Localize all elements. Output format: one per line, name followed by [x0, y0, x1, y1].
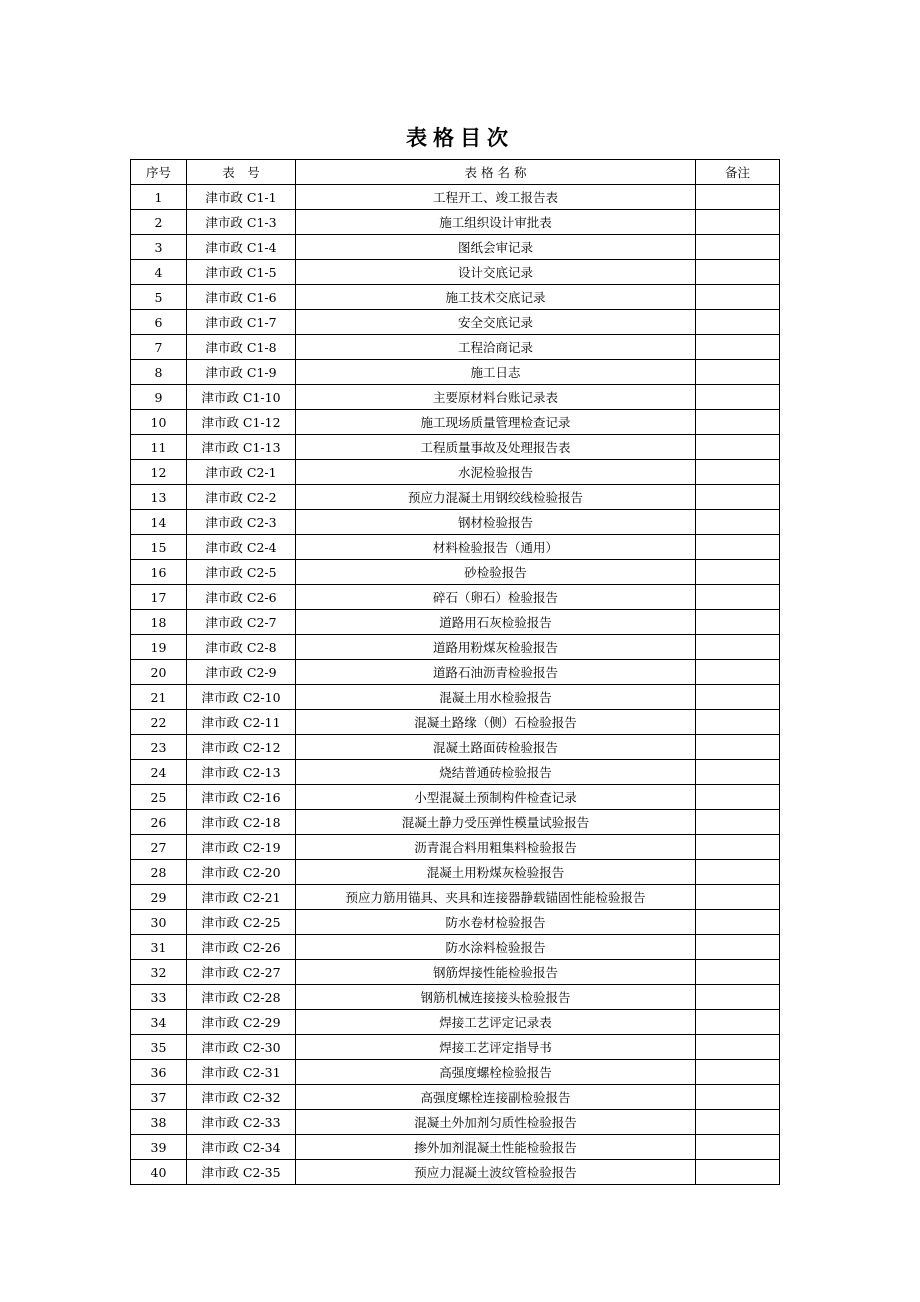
- table-row: [131, 460, 780, 485]
- form-name-cell: 施工组织设计审批表: [296, 210, 696, 235]
- serial-cell: 23: [131, 735, 187, 760]
- form-name-cell: 防水涂料检验报告: [296, 935, 696, 960]
- form-name-cell: 水泥检验报告: [296, 460, 696, 485]
- form-number-cell: 津市政 C2-21: [187, 885, 296, 910]
- form-number-cell: 津市政 C1-4: [187, 235, 296, 260]
- serial-cell: 6: [131, 310, 187, 335]
- serial-cell: 40: [131, 1160, 187, 1185]
- form-name-cell: 混凝土路缘（侧）石检验报告: [296, 710, 696, 735]
- table-row: [131, 1060, 780, 1085]
- table-row: [131, 410, 780, 435]
- remarks-cell: [696, 460, 780, 485]
- table-row: [131, 285, 780, 310]
- form-number-cell: 津市政 C1-7: [187, 310, 296, 335]
- serial-cell: 2: [131, 210, 187, 235]
- table-row: [131, 935, 780, 960]
- serial-cell: 13: [131, 485, 187, 510]
- serial-cell: 18: [131, 610, 187, 635]
- serial-cell: 7: [131, 335, 187, 360]
- document-title: 表格目次: [406, 126, 514, 150]
- table-row: [131, 560, 780, 585]
- remarks-cell: [696, 1135, 780, 1160]
- serial-cell: 25: [131, 785, 187, 810]
- remarks-cell: [696, 935, 780, 960]
- form-name-cell: 焊接工艺评定记录表: [296, 1010, 696, 1035]
- form-number-cell: 津市政 C2-7: [187, 610, 296, 635]
- serial-cell: 37: [131, 1085, 187, 1110]
- table-row: [131, 685, 780, 710]
- form-name-cell: 安全交底记录: [296, 310, 696, 335]
- table-row: [131, 185, 780, 210]
- serial-cell: 29: [131, 885, 187, 910]
- form-name-cell: 主要原材料台账记录表: [296, 385, 696, 410]
- serial-cell: 27: [131, 835, 187, 860]
- remarks-cell: [696, 335, 780, 360]
- serial-cell: 21: [131, 685, 187, 710]
- table-row: [131, 260, 780, 285]
- form-name-cell: 钢筋机械连接接头检验报告: [296, 985, 696, 1010]
- form-name-cell: 高强度螺栓连接副检验报告: [296, 1085, 696, 1110]
- form-name-cell: 焊接工艺评定指导书: [296, 1035, 696, 1060]
- form-name-cell: 混凝土外加剂匀质性检验报告: [296, 1110, 696, 1135]
- table-body: [131, 185, 780, 1185]
- remarks-cell: [696, 885, 780, 910]
- table-row: [131, 735, 780, 760]
- serial-cell: 5: [131, 285, 187, 310]
- serial-cell: 4: [131, 260, 187, 285]
- form-number-cell: 津市政 C2-16: [187, 785, 296, 810]
- serial-cell: 28: [131, 860, 187, 885]
- table-row: [131, 610, 780, 635]
- form-number-cell: 津市政 C2-27: [187, 960, 296, 985]
- table-row: [131, 660, 780, 685]
- form-number-cell: 津市政 C2-11: [187, 710, 296, 735]
- remarks-cell: [696, 260, 780, 285]
- form-name-cell: 预应力混凝土用钢绞线检验报告: [296, 485, 696, 510]
- form-number-cell: 津市政 C2-3: [187, 510, 296, 535]
- table-row: [131, 360, 780, 385]
- header-form-number: 表 号: [187, 160, 296, 185]
- table-row: [131, 535, 780, 560]
- remarks-cell: [696, 285, 780, 310]
- serial-cell: 1: [131, 185, 187, 210]
- form-number-cell: 津市政 C2-26: [187, 935, 296, 960]
- serial-cell: 34: [131, 1010, 187, 1035]
- table-row: [131, 710, 780, 735]
- remarks-cell: [696, 1010, 780, 1035]
- remarks-cell: [696, 310, 780, 335]
- table-row: [131, 310, 780, 335]
- remarks-cell: [696, 735, 780, 760]
- form-name-cell: 材料检验报告（通用）: [296, 535, 696, 560]
- table-row: [131, 485, 780, 510]
- form-number-cell: 津市政 C2-35: [187, 1160, 296, 1185]
- remarks-cell: [696, 585, 780, 610]
- form-number-cell: 津市政 C1-1: [187, 185, 296, 210]
- table-row: [131, 960, 780, 985]
- form-name-cell: 工程洽商记录: [296, 335, 696, 360]
- serial-cell: 32: [131, 960, 187, 985]
- table-row: [131, 835, 780, 860]
- form-number-cell: 津市政 C1-8: [187, 335, 296, 360]
- table-row: [131, 585, 780, 610]
- form-name-cell: 沥青混合料用粗集料检验报告: [296, 835, 696, 860]
- form-number-cell: 津市政 C2-13: [187, 760, 296, 785]
- remarks-cell: [696, 235, 780, 260]
- form-name-cell: 工程开工、竣工报告表: [296, 185, 696, 210]
- remarks-cell: [696, 560, 780, 585]
- remarks-cell: [696, 685, 780, 710]
- table-row: [131, 785, 780, 810]
- remarks-cell: [696, 485, 780, 510]
- header-form-name: 表 格 名 称: [296, 160, 696, 185]
- serial-cell: 31: [131, 935, 187, 960]
- header-serial: 序号: [131, 160, 187, 185]
- form-number-cell: 津市政 C2-18: [187, 810, 296, 835]
- table-row: [131, 860, 780, 885]
- form-number-cell: 津市政 C1-9: [187, 360, 296, 385]
- table-row: [131, 510, 780, 535]
- serial-cell: 17: [131, 585, 187, 610]
- form-name-cell: 小型混凝土预制构件检查记录: [296, 785, 696, 810]
- serial-cell: 8: [131, 360, 187, 385]
- table-row: [131, 385, 780, 410]
- remarks-cell: [696, 710, 780, 735]
- remarks-cell: [696, 1110, 780, 1135]
- form-name-cell: 道路用石灰检验报告: [296, 610, 696, 635]
- serial-cell: 14: [131, 510, 187, 535]
- form-number-cell: 津市政 C1-10: [187, 385, 296, 410]
- form-number-cell: 津市政 C2-9: [187, 660, 296, 685]
- remarks-cell: [696, 210, 780, 235]
- form-name-cell: 预应力筋用锚具、夹具和连接器静载锚固性能检验报告: [296, 885, 696, 910]
- remarks-cell: [696, 1085, 780, 1110]
- serial-cell: 26: [131, 810, 187, 835]
- serial-cell: 22: [131, 710, 187, 735]
- remarks-cell: [696, 1060, 780, 1085]
- form-name-cell: 混凝土用粉煤灰检验报告: [296, 860, 696, 885]
- form-number-cell: 津市政 C2-20: [187, 860, 296, 885]
- table-row: [131, 810, 780, 835]
- form-number-cell: 津市政 C2-5: [187, 560, 296, 585]
- form-name-cell: 混凝土用水检验报告: [296, 685, 696, 710]
- forms-index-table: [130, 159, 780, 1185]
- remarks-cell: [696, 410, 780, 435]
- form-number-cell: 津市政 C2-1: [187, 460, 296, 485]
- form-number-cell: 津市政 C1-5: [187, 260, 296, 285]
- remarks-cell: [696, 610, 780, 635]
- table-row: [131, 235, 780, 260]
- remarks-cell: [696, 960, 780, 985]
- form-name-cell: 预应力混凝土波纹管检验报告: [296, 1160, 696, 1185]
- remarks-cell: [696, 1160, 780, 1185]
- remarks-cell: [696, 435, 780, 460]
- table-row: [131, 1085, 780, 1110]
- remarks-cell: [696, 535, 780, 560]
- serial-cell: 24: [131, 760, 187, 785]
- remarks-cell: [696, 985, 780, 1010]
- remarks-cell: [696, 760, 780, 785]
- form-number-cell: 津市政 C2-4: [187, 535, 296, 560]
- form-number-cell: 津市政 C1-13: [187, 435, 296, 460]
- form-number-cell: 津市政 C2-10: [187, 685, 296, 710]
- form-number-cell: 津市政 C2-30: [187, 1035, 296, 1060]
- form-number-cell: 津市政 C2-19: [187, 835, 296, 860]
- form-number-cell: 津市政 C2-2: [187, 485, 296, 510]
- form-number-cell: 津市政 C2-32: [187, 1085, 296, 1110]
- form-name-cell: 防水卷材检验报告: [296, 910, 696, 935]
- form-name-cell: 掺外加剂混凝土性能检验报告: [296, 1135, 696, 1160]
- table-row: [131, 1160, 780, 1185]
- remarks-cell: [696, 385, 780, 410]
- serial-cell: 15: [131, 535, 187, 560]
- remarks-cell: [696, 510, 780, 535]
- form-name-cell: 施工技术交底记录: [296, 285, 696, 310]
- form-name-cell: 施工日志: [296, 360, 696, 385]
- form-number-cell: 津市政 C1-12: [187, 410, 296, 435]
- serial-cell: 9: [131, 385, 187, 410]
- serial-cell: 16: [131, 560, 187, 585]
- serial-cell: 11: [131, 435, 187, 460]
- form-number-cell: 津市政 C2-31: [187, 1060, 296, 1085]
- serial-cell: 20: [131, 660, 187, 685]
- remarks-cell: [696, 360, 780, 385]
- form-number-cell: 津市政 C2-28: [187, 985, 296, 1010]
- serial-cell: 12: [131, 460, 187, 485]
- serial-cell: 3: [131, 235, 187, 260]
- form-name-cell: 道路用粉煤灰检验报告: [296, 635, 696, 660]
- form-number-cell: 津市政 C1-3: [187, 210, 296, 235]
- form-name-cell: 混凝土路面砖检验报告: [296, 735, 696, 760]
- remarks-cell: [696, 635, 780, 660]
- table-row: [131, 1035, 780, 1060]
- table-row: [131, 635, 780, 660]
- serial-cell: 10: [131, 410, 187, 435]
- remarks-cell: [696, 185, 780, 210]
- form-number-cell: 津市政 C2-8: [187, 635, 296, 660]
- table-row: [131, 1135, 780, 1160]
- table-row: [131, 1010, 780, 1035]
- form-name-cell: 施工现场质量管理检查记录: [296, 410, 696, 435]
- form-name-cell: 图纸会审记录: [296, 235, 696, 260]
- table-row: [131, 435, 780, 460]
- table-row: [131, 1110, 780, 1135]
- form-name-cell: 钢筋焊接性能检验报告: [296, 960, 696, 985]
- serial-cell: 19: [131, 635, 187, 660]
- table-row: [131, 985, 780, 1010]
- table-row: [131, 335, 780, 360]
- remarks-cell: [696, 1035, 780, 1060]
- form-name-cell: 道路石油沥青检验报告: [296, 660, 696, 685]
- table-row: [131, 210, 780, 235]
- form-number-cell: 津市政 C2-33: [187, 1110, 296, 1135]
- form-number-cell: 津市政 C2-29: [187, 1010, 296, 1035]
- form-name-cell: 混凝土静力受压弹性模量试验报告: [296, 810, 696, 835]
- remarks-cell: [696, 860, 780, 885]
- serial-cell: 35: [131, 1035, 187, 1060]
- remarks-cell: [696, 785, 780, 810]
- serial-cell: 30: [131, 910, 187, 935]
- remarks-cell: [696, 835, 780, 860]
- form-name-cell: 碎石（卵石）检验报告: [296, 585, 696, 610]
- form-name-cell: 烧结普通砖检验报告: [296, 760, 696, 785]
- form-number-cell: 津市政 C1-6: [187, 285, 296, 310]
- table-row: [131, 885, 780, 910]
- header-remarks: 备注: [696, 160, 780, 185]
- table-row: [131, 910, 780, 935]
- remarks-cell: [696, 810, 780, 835]
- form-name-cell: 高强度螺栓检验报告: [296, 1060, 696, 1085]
- form-number-cell: 津市政 C2-6: [187, 585, 296, 610]
- header-row: [131, 160, 780, 185]
- serial-cell: 39: [131, 1135, 187, 1160]
- serial-cell: 36: [131, 1060, 187, 1085]
- form-name-cell: 工程质量事故及处理报告表: [296, 435, 696, 460]
- serial-cell: 33: [131, 985, 187, 1010]
- form-number-cell: 津市政 C2-25: [187, 910, 296, 935]
- form-number-cell: 津市政 C2-12: [187, 735, 296, 760]
- remarks-cell: [696, 910, 780, 935]
- form-number-cell: 津市政 C2-34: [187, 1135, 296, 1160]
- table-row: [131, 760, 780, 785]
- serial-cell: 38: [131, 1110, 187, 1135]
- form-name-cell: 砂检验报告: [296, 560, 696, 585]
- form-name-cell: 设计交底记录: [296, 260, 696, 285]
- remarks-cell: [696, 660, 780, 685]
- form-name-cell: 钢材检验报告: [296, 510, 696, 535]
